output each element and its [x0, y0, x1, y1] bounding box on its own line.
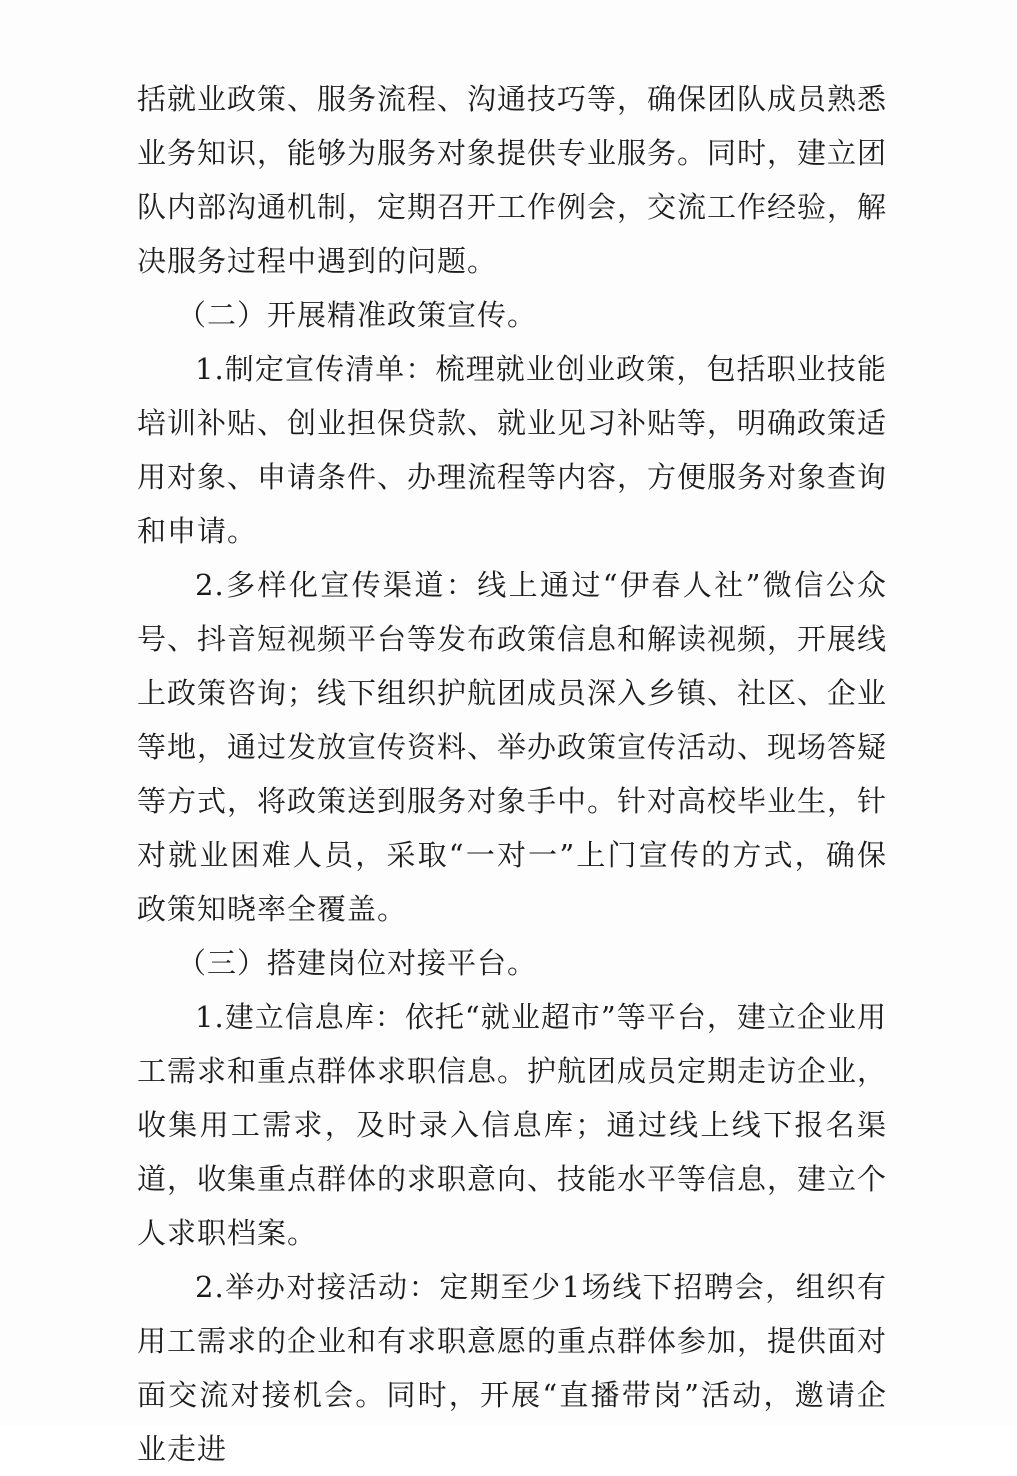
paragraph-publicity-list: 1.制定宣传清单：梳理就业创业政策，包括职业技能培训补贴、创业担保贷款、就业见习补贴等，明确政策适用对象、申请条件、办理流程等内容，方便服务对象查询和申请。	[137, 352, 888, 548]
paragraph-info-database: 1.建立信息库：依托“就业超市”等平台，建立企业用工需求和重点群体求职信息。护航团成员定期走访企业，收集用工需求，及时录入信息库；通过线上线下报名渠道，收集重点群体的求职意向、技能水平等信息，建立个人求职档案。	[137, 1000, 888, 1250]
paragraph-matching-events: 2.举办对接活动：定期至少1场线下招聘会，组织有用工需求的企业和有求职意愿的重点群体参加，提供面对面交流对接机会。同时，开展“直播带岗”活动，邀请企业走进	[137, 1270, 888, 1466]
section-heading-policy-publicity: （二）开展精准政策宣传。	[177, 298, 538, 332]
paragraph-team-training-continuation: 括就业政策、服务流程、沟通技巧等，确保团队成员熟悉业务知识，能够为服务对象提供专业服务。同时，建立团队内部沟通机制，定期召开工作例会，交流工作经验，解决服务过程中遇到的问题。	[137, 82, 888, 278]
section-heading-job-platform: （三）搭建岗位对接平台。	[177, 946, 538, 980]
document-body	[137, 72, 887, 1476]
paragraph-publicity-channels: 2.多样化宣传渠道：线上通过“伊春人社”微信公众号、抖音短视频平台等发布政策信息和解读视频，开展线上政策咨询；线下组织护航团成员深入乡镇、社区、企业等地，通过发放宣传资料、举办政策宣传活动、现场答疑等方式，将政策送到服务对象手中。针对高校毕业生，针对就业困难人员，采取“一对一”上门宣传的方式，确保政策知晓率全覆盖。	[137, 568, 888, 926]
